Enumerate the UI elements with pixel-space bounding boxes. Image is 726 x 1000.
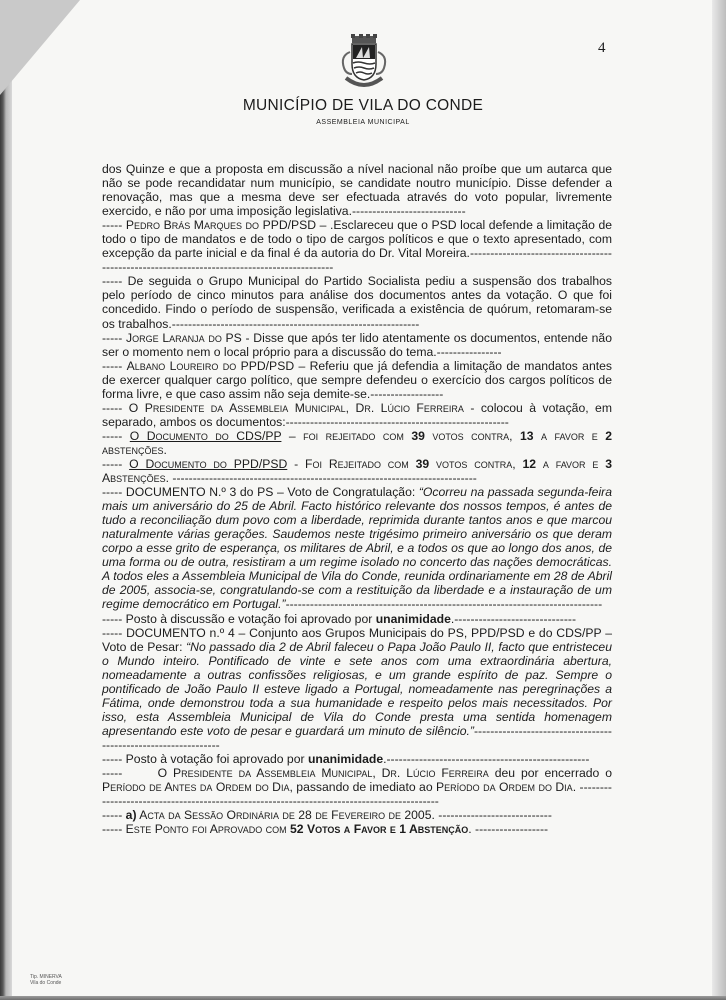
quote: “Ocorreu na passada segunda-feira mais um aniversário do 25 de Abril. Facto histórico relevante dos nossos tempos, é antes de tudo a reconciliação dum povo com a liberdade, reprimida durante tantos anos e que marcou naturalmente várias gerações. Saudemos neste trigésimo primeiro aniversário os que deram corpo a esse grito de esperança, os militares de Abril, e a todos os que ao longo dos anos, de uma forma ou de outra, resistiram a um regime isolado no concerto das nações democráticas. A todos eles a Assembleia Municipal de Vila do Conde, reunida ordinariamente em 28 de Abril de 2005, associa-se, congratulando-se com a restituição da liberdade e a instauração de um regime democrático em Portugal.” (102, 485, 613, 612)
scan-edge-left (0, 0, 12, 1000)
paragraph: ----- O Presidente da Assembleia Municipal, Dr. Lúcio Ferreira - colocou à votação, em separado, ambos os documentos:------------------------------------------------------- (102, 400, 612, 429)
votes-favor: 13 (520, 428, 534, 443)
page-header (0, 0, 726, 140)
speaker-name: Albano Loureiro do PPD/PSD (126, 358, 295, 373)
agenda-item-a-result: ----- Este Ponto foi Aprovado com 52 Votos a Favor e 1 Abstenção. ------------------ (102, 822, 549, 837)
scan-edge-bottom (0, 996, 726, 1000)
paragraph: ----- Albano Loureiro do PPD/PSD – Referiu que já defendia a limitação de mandatos antes de exercer qualquer cargo político, que sempre defendeu o exercício dos cargos políticos de forma livre, e que caso assim não seja demite-se.------------------ (102, 358, 612, 401)
votes-abstentions: 2 (605, 428, 613, 443)
speaker-name: Jorge Laranja do PS (126, 330, 242, 345)
document-4-result: ----- Posto à votação foi aprovado por unanimidade.-------------------------------------------------- (102, 751, 590, 766)
speaker-name: Pedro Brás Marques do PPD/PSD (125, 218, 317, 233)
paragraph: ----- Pedro Brás Marques do PPD/PSD – .Esclareceu que o PSD local defende a limitação de todo o tipo de mandatos e de todo o tipo de cargos políticos e que o texto apresentado, com excepção da parte inicial e da final é da autoria do Dr. Vital Moreira.-------------------------------------------------------------------------------------------- (102, 218, 613, 275)
vote-result-ppd-psd: ----- O Documento do PPD/PSD - Foi Rejeitado com 39 votos contra, 12 a favor e 3 Abstenções. --------------------------------------------------------------------------- (102, 456, 613, 486)
document-4-condolence: ----- DOCUMENTO n.º 4 – Conjunto aos Grupos Municipais do PS, PPD/PSD e do CDS/PP – Voto de Pesar: “No passado dia 2 de Abril faleceu o Papa João Paulo II, facto que entristeceu o Mundo inteiro. Pontificado de vinte e sete anos com uma extraordinária abertura, nomeadamente a outras confissões religiosas, e um grande espírito de paz. Sempre o pontificado de João Paulo II esteve ligado a Portugal, nomeadamente nas peregrinações a Fátima, onde demonstrou toda a sua humanidade e respeito pelos mais necessitados. Por isso, esta Assembleia Municipal de Vila do Conde presta uma sentida homenagem apresentando este voto de pesar e guardará um minuto de silêncio.”--------------------------------------------------------------- (102, 625, 612, 752)
vote-count: 52 Votos a Favor e 1 Abstenção (290, 822, 469, 837)
speaker-name: O Presidente da Assembleia Municipal, Dr. Lúcio Ferreira (128, 400, 464, 415)
document-3-congratulation: ----- DOCUMENTO N.º 3 do PS – Voto de Congratulação: “Ocorreu na passada segunda-feira mais um aniversário do 25 de Abril. Facto histórico relevante dos nossos tempos, é antes de tudo a reconciliação dum povo com a liberdade, reprimida durante tantos anos e que marcou naturalmente várias gerações. Saudemos neste trigésimo primeiro aniversário os que deram corpo a esse grito de esperança, os militares de Abril, e a todos os que ao longo dos anos, de uma forma ou de outra, resistiram a um regime isolado no concerto das nações democráticas. A todos eles a Assembleia Municipal de Vila do Conde, reunida ordinariamente em 28 de Abril de 2005, associa-se, congratulando-se com a restituição da liberdade e a instauração de um regime democrático em Portugal.”------------------------------------------------------------------------------ (102, 485, 613, 612)
paragraph: dos Quinze e que a proposta em discussão a nível nacional não proíbe que um autarca que não se pode recandidatar num município, se candidate noutro município. Disse defender a renovação, mas que a mesma deve ser efectuada através do voto popular, livremente exercido, e não por uma imposição legislativa.---------------------------- (102, 162, 612, 219)
votes-favor: 12 (522, 456, 537, 471)
page-number: 4 (598, 40, 606, 56)
speaker-name: O Presidente da Assembleia Municipal, Dr. Lúcio Ferreira (157, 766, 489, 781)
quote: “No passado dia 2 de Abril faleceu o Papa João Paulo II, facto que entristeceu o Mundo inteiro. Pontificado de vinte e sete anos com uma extraordinária abertura, nomeadamente a outras confissões religiosas, e um grande espírito de paz. Sempre o pontificado de João Paulo II esteve ligado a Portugal, nomeadamente nas peregrinações a Fátima, onde demonstrou toda a sua humanidade e respeito pelos mais necessitados. Por isso, esta Assembleia Municipal de Vila do Conde presta uma sentida homenagem apresentando este voto de pesar e guardará um minuto de silêncio.” (102, 639, 612, 738)
document-name: O Documento do PPD/PSD (129, 456, 288, 471)
document-name: O Documento do CDS/PP (129, 428, 282, 443)
printer-mark: Tip. MINERVA Vila do Conde (30, 974, 62, 986)
agenda-item-a: ----- a) Acta da Sessão Ordinária de 28 de Fevereiro de 2005. ---------------------------- (102, 808, 552, 823)
document-3-result: ----- Posto à discussão e votação foi aprovado por unanimidade.------------------------------ (102, 611, 577, 626)
votes-abstentions: 3 (605, 456, 613, 471)
votes-against: 39 (411, 428, 425, 443)
vote-result-cds-pp: ----- O Documento do CDS/PP – foi rejeitado com 39 votos contra, 13 a favor e 2 abstenções. (102, 428, 613, 457)
assembly-subtitle: ASSEMBLEIA MUNICIPAL (316, 119, 410, 126)
minutes-body (102, 162, 612, 836)
closing-statement: ----- O Presidente da Assembleia Municipal, Dr. Lúcio Ferreira deu por encerrado o Período de Antes da Ordem do Dia, passando de imediato ao Período da Ordem do Dia. ------------------------------------------------------------------------------------------- (102, 766, 613, 809)
paragraph: ----- Jorge Laranja do PS - Disse que após ter lido atentamente os documentos, entende não ser o momento nem o local próprio para a discussão do tema.---------------- (102, 330, 612, 359)
paragraph: ----- De seguida o Grupo Municipal do Partido Socialista pediu a suspensão dos trabalhos pelo período de cinco minutos para análise dos documentos antes da votação. O que foi concedido. Findo o período de suspensão, verificada a existência de quórum, retomaram-se os trabalhos.------------------------------------------------------------- (102, 274, 612, 331)
municipal-coat-of-arms-icon (332, 34, 396, 94)
scan-edge-right (712, 0, 726, 1000)
votes-against: 39 (415, 456, 430, 471)
municipality-title: MUNICÍPIO DE VILA DO CONDE (242, 97, 484, 114)
